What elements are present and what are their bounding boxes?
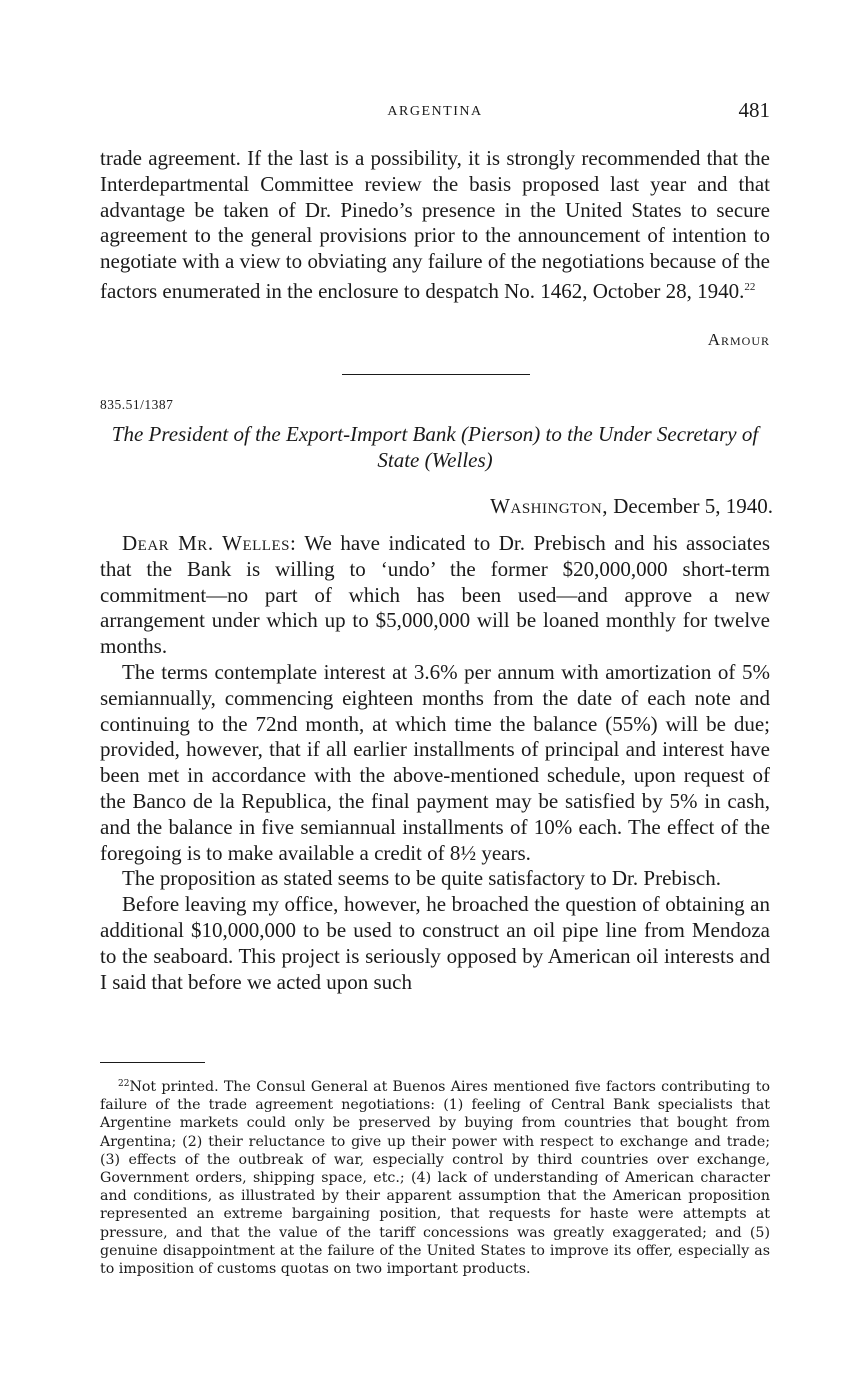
letter-paragraph-text: We have indicated to Dr. Prebisch and his associates that the Bank is willing to ‘undo’ the former $20,000,000 short-term commitment—no part of which has been used—and approve a new arrangement under which up to $5,000,000 will be loaned monthly for twelve months. [100, 531, 770, 659]
file-number: 835.51/1387 [100, 397, 174, 412]
document-heading: The President of the Export-Import Bank (Pierson) to the Under Secretary of State (Welles) [111, 422, 759, 472]
dateline-place: Washington, [490, 494, 608, 518]
dateline [490, 494, 773, 519]
signature: Armour [707, 330, 770, 349]
page-header [100, 98, 770, 130]
letter-body [100, 531, 770, 995]
salutation: Dear Mr. Welles: [122, 531, 297, 555]
letter-paragraph [100, 531, 770, 660]
letter-paragraph: Before leaving my office, however, he broached the question of obtaining an additional $10,000,000 to be used to construct an oil pipe line from Mendoza to the seaboard. This project is seriously opposed by American oil interests and I said that before we acted upon such [100, 892, 770, 994]
letter-paragraph: The proposition as stated seems to be quite satisfactory to Dr. Prebisch. [122, 866, 721, 891]
footnote-marker: 22 [118, 1079, 130, 1089]
previous-document-paragraph: trade agreement. If the last is a possibility, it is strongly recommended that the Interdepartmental Committee review the basis proposed last year and that advantage be taken of Dr. Pinedo’s presence in the United States to secure agreement to the general provisions prior to the announcement of intention to negotiate with a view to obviating any failure of the negotiations because of the factors enumerated in the enclosure to despatch No. 1462, October 28, 1940. [100, 146, 770, 303]
letter-paragraph: The terms contemplate interest at 3.6% per annum with amortization of 5% semiannually, commencing eighteen months from the date of each note and continuing to the 72nd month, at which time the balance (55%) will be due; provided, however, that if all earlier installments of principal and interest have been met in accordance with the above-mentioned schedule, upon request of the Banco de la Republica, the final payment may be satisfied by 5% in cash, and the balance in five semiannual installments of 10% each. The effect of the foregoing is to make available a credit of 8½ years. [100, 659, 770, 865]
dateline-date: December 5, 1940. [613, 494, 773, 518]
section-divider [342, 374, 530, 375]
footnote-reference: 22 [744, 280, 756, 293]
footnote-text: Not printed. The Consul General at Buenos Aires mentioned five factors contributing to failure of the trade agreement negotiations: (1) feeling of Central Bank specialists that Argentine markets could only be preserved by buying from countries that bought from Argentina; (2) their reluctance to give up their power with respect to exchange and trade; (3) effects of the outbreak of war, especially control by third countries over exchange, Government orders, shipping space, etc.; (4) lack of understanding of American character and conditions, as illustrated by their apparent assumption that the American proposition represented an extreme bargaining position, that requests for haste were attempts at pressure, and that the value of the tariff concessions was greatly exaggerated; and (5) genuine disappointment at the failure of the United States to improve its offer, especially as to imposition of customs quotas on two important products. [100, 1079, 770, 1278]
footnote [100, 1075, 770, 1278]
footnote-rule [100, 1062, 205, 1063]
previous-document-text [100, 146, 770, 305]
page-number: 481 [738, 98, 770, 122]
running-title: ARGENTINA [387, 104, 483, 119]
